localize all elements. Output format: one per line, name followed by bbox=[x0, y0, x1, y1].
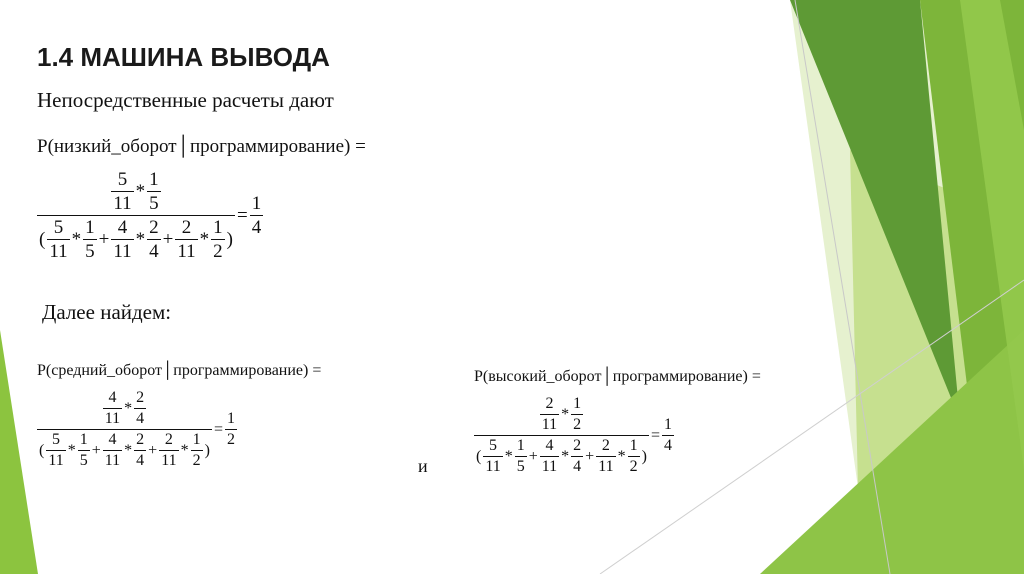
fraction-denominator: 11 bbox=[598, 458, 614, 475]
operator: * bbox=[135, 181, 146, 202]
formula-high bbox=[474, 394, 674, 477]
formula-high-denominator bbox=[474, 435, 649, 477]
inner-fraction bbox=[483, 436, 502, 477]
formula-high-numerator bbox=[538, 394, 585, 435]
operator: + bbox=[528, 447, 538, 465]
inner-fraction bbox=[596, 436, 615, 477]
fraction-denominator: 2 bbox=[213, 241, 223, 262]
parenthesis: ) bbox=[226, 229, 233, 250]
formula-high-result bbox=[662, 415, 674, 456]
inner-fraction bbox=[571, 436, 583, 477]
formula-low-denominator bbox=[37, 215, 235, 263]
fraction-denominator: 4 bbox=[573, 458, 582, 475]
fraction-denominator: 5 bbox=[149, 193, 159, 214]
parenthesis: ( bbox=[476, 447, 482, 465]
fraction-numerator: 1 bbox=[79, 431, 88, 448]
fraction-denominator: 11 bbox=[113, 241, 132, 262]
formula-low bbox=[37, 168, 263, 263]
parenthesis: ( bbox=[39, 229, 46, 250]
formula-mid-lhs: P(средний_оборот│программирование) = bbox=[37, 362, 322, 379]
fraction-numerator: 5 bbox=[489, 437, 498, 454]
formula-low-main-fraction bbox=[37, 168, 235, 263]
inner-fraction bbox=[175, 216, 197, 263]
inner-fraction bbox=[134, 430, 146, 471]
fraction-numerator: 2 bbox=[164, 431, 173, 448]
operator: * bbox=[124, 399, 133, 417]
formula-mid-numerator bbox=[101, 388, 148, 429]
fraction-numerator: 2 bbox=[149, 217, 159, 238]
fraction-numerator: 1 bbox=[85, 217, 95, 238]
fraction-denominator: 11 bbox=[48, 452, 64, 469]
formula-mid-main-fraction bbox=[37, 388, 212, 471]
inner-fraction bbox=[540, 394, 559, 435]
result-numerator: 1 bbox=[663, 416, 672, 433]
formula-mid bbox=[37, 388, 237, 471]
fraction-numerator: 1 bbox=[516, 437, 525, 454]
fraction-denominator: 5 bbox=[516, 458, 525, 475]
inner-fraction bbox=[515, 436, 527, 477]
fraction-denominator: 2 bbox=[192, 452, 201, 469]
fraction-denominator: 11 bbox=[485, 458, 501, 475]
next-text: Далее найдем: bbox=[42, 300, 172, 324]
fraction-denominator: 11 bbox=[104, 452, 121, 469]
equals-sign: = bbox=[213, 420, 223, 438]
fraction-numerator: 4 bbox=[108, 389, 117, 406]
fraction-denominator: 11 bbox=[541, 416, 558, 433]
formula-low-result bbox=[250, 192, 264, 239]
fraction-denominator: 11 bbox=[161, 452, 177, 469]
fraction-denominator: 11 bbox=[104, 410, 121, 427]
operator: * bbox=[124, 441, 133, 459]
fraction-denominator: 11 bbox=[541, 458, 558, 475]
fraction-numerator: 1 bbox=[573, 395, 582, 412]
parenthesis: ( bbox=[39, 441, 45, 459]
inner-fraction bbox=[47, 216, 69, 263]
fraction-numerator: 5 bbox=[117, 169, 128, 190]
operator: * bbox=[561, 447, 570, 465]
fraction-numerator: 2 bbox=[136, 389, 145, 406]
fraction-numerator: 2 bbox=[573, 437, 582, 454]
operator: * bbox=[561, 405, 570, 423]
fraction-numerator: 4 bbox=[117, 217, 128, 238]
parenthesis: ) bbox=[641, 447, 647, 465]
formula-low-lhs: P(низкий_оборот│программирование) = bbox=[37, 136, 366, 157]
fraction-denominator: 4 bbox=[149, 241, 159, 262]
fraction-numerator: 4 bbox=[545, 437, 554, 454]
operator: + bbox=[148, 441, 158, 459]
parenthesis: ) bbox=[204, 441, 210, 459]
equals-sign: = bbox=[650, 426, 660, 444]
fraction-numerator: 2 bbox=[136, 431, 145, 448]
inner-fraction bbox=[83, 216, 97, 263]
inner-fraction bbox=[191, 430, 203, 471]
operator: * bbox=[617, 447, 626, 465]
operator: + bbox=[91, 441, 101, 459]
result-denominator: 4 bbox=[663, 437, 672, 454]
fraction-numerator: 1 bbox=[213, 217, 223, 238]
operator: * bbox=[180, 441, 189, 459]
fraction-denominator: 11 bbox=[49, 241, 68, 262]
formula-low-numerator bbox=[109, 168, 162, 215]
result-denominator: 2 bbox=[226, 431, 235, 448]
fraction-denominator: 4 bbox=[136, 410, 145, 427]
inner-fraction bbox=[103, 388, 122, 429]
result-denominator: 4 bbox=[251, 217, 262, 238]
fraction-denominator: 11 bbox=[177, 241, 196, 262]
fraction-denominator: 5 bbox=[79, 452, 88, 469]
inner-fraction bbox=[628, 436, 640, 477]
fraction-denominator: 4 bbox=[136, 452, 145, 469]
conjunction-text: и bbox=[418, 456, 428, 476]
green-shape-left-strip bbox=[0, 330, 38, 574]
fraction-denominator: 5 bbox=[85, 241, 95, 262]
formula-mid-denominator bbox=[37, 429, 212, 471]
operator: * bbox=[135, 229, 146, 250]
fraction-denominator: 2 bbox=[573, 416, 582, 433]
operator: + bbox=[585, 447, 595, 465]
formula-high-lhs: P(высокий_оборот│программирование) = bbox=[474, 368, 761, 385]
formula-high-main-fraction bbox=[474, 394, 649, 477]
intro-text: Непосредственные расчеты дают bbox=[37, 88, 334, 112]
inner-fraction bbox=[211, 216, 225, 263]
fraction-numerator: 2 bbox=[601, 437, 610, 454]
equals-sign: = bbox=[236, 204, 248, 226]
fraction-numerator: 2 bbox=[181, 217, 192, 238]
inner-fraction bbox=[159, 430, 178, 471]
operator: + bbox=[98, 229, 110, 250]
fraction-numerator: 4 bbox=[108, 431, 117, 448]
inner-fraction bbox=[111, 168, 133, 215]
operator: * bbox=[67, 441, 76, 459]
result-numerator: 1 bbox=[251, 193, 262, 214]
inner-fraction bbox=[147, 216, 161, 263]
operator: * bbox=[199, 229, 210, 250]
inner-fraction bbox=[111, 216, 133, 263]
fraction-numerator: 1 bbox=[149, 169, 159, 190]
fraction-numerator: 5 bbox=[53, 217, 64, 238]
inner-fraction bbox=[46, 430, 65, 471]
operator: + bbox=[162, 229, 174, 250]
fraction-numerator: 2 bbox=[545, 395, 554, 412]
fraction-numerator: 1 bbox=[192, 431, 201, 448]
fraction-denominator: 11 bbox=[113, 193, 132, 214]
inner-fraction bbox=[147, 168, 161, 215]
slide-title: 1.4 МАШИНА ВЫВОДА bbox=[37, 42, 330, 72]
formula-mid-result bbox=[225, 409, 237, 450]
inner-fraction bbox=[103, 430, 122, 471]
fraction-denominator: 2 bbox=[629, 458, 638, 475]
inner-fraction bbox=[540, 436, 559, 477]
operator: * bbox=[71, 229, 82, 250]
fraction-numerator: 1 bbox=[629, 437, 638, 454]
inner-fraction bbox=[571, 394, 583, 435]
inner-fraction bbox=[78, 430, 90, 471]
inner-fraction bbox=[134, 388, 146, 429]
operator: * bbox=[504, 447, 513, 465]
result-numerator: 1 bbox=[226, 410, 235, 427]
fraction-numerator: 5 bbox=[52, 431, 61, 448]
